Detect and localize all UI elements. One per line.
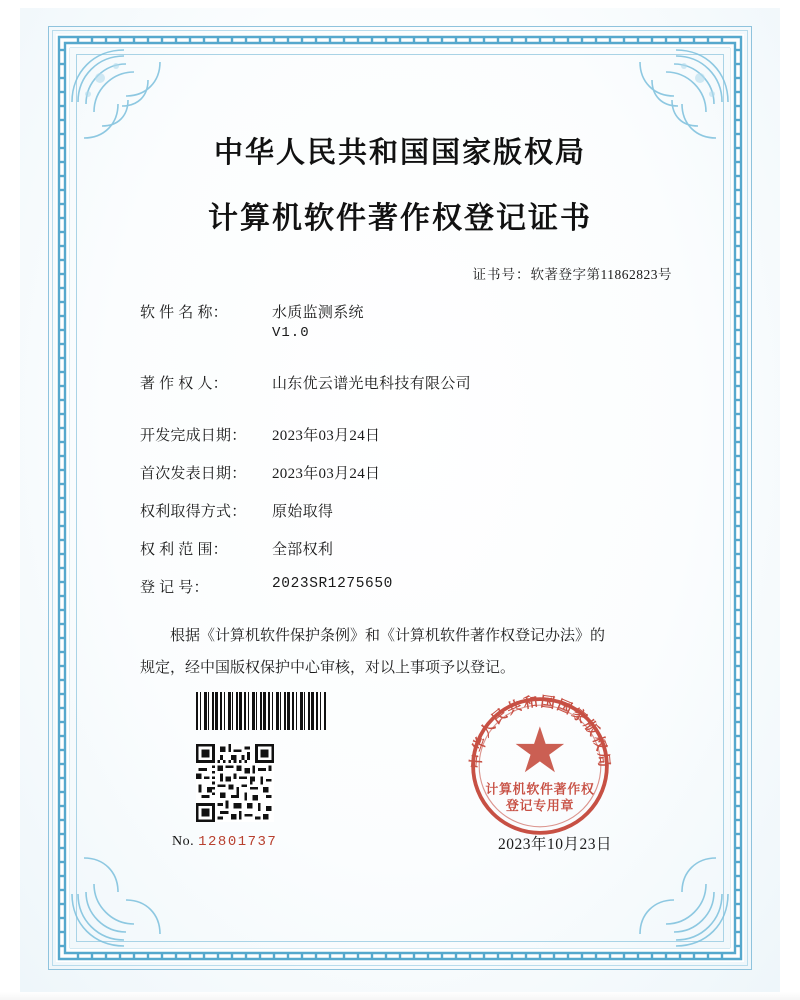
- field-label: 软 件 名 称：: [140, 305, 228, 321]
- serial-number: [172, 834, 277, 850]
- field-list: [96, 301, 704, 597]
- qr-code-icon: [196, 744, 274, 822]
- field-value-container: [258, 301, 684, 341]
- certificate-paper: [20, 8, 780, 992]
- field-development-completed-date: [140, 424, 684, 445]
- issue-date: 2023年10月23日: [497, 836, 612, 853]
- issuer-title: 中华人民共和国国家版权局: [213, 137, 586, 169]
- certificate-number-row: [96, 263, 704, 283]
- serial-value: 12801737: [198, 834, 278, 850]
- page-bottom-shadow: [0, 992, 800, 1000]
- svg-text:中华人民共和国国家版权局: 中华人民共和国国家版权局: [468, 694, 612, 770]
- field-label: 首次发表日期：: [140, 466, 247, 482]
- certificate-number-value: 软著登字第11862823号: [530, 267, 672, 282]
- statement-line-2: 规定，经中国版权保护中心审核，对以上事项予以登记。: [140, 659, 516, 676]
- field-first-publication-date: [140, 462, 684, 483]
- field-value: 原始取得: [272, 504, 334, 520]
- legal-statement: [96, 621, 704, 684]
- field-copyright-owner: [140, 372, 684, 393]
- field-label: 登 记 号：: [140, 580, 209, 596]
- field-registration-number: [140, 576, 684, 597]
- field-rights-scope: [140, 538, 684, 559]
- field-value-version: V1.0: [272, 325, 310, 341]
- field-value: 水质监测系统: [272, 305, 364, 321]
- svg-text:计算机软件著作权: 计算机软件著作权: [485, 781, 595, 797]
- field-software-name: [140, 301, 684, 341]
- field-value: 2023年03月24日: [272, 466, 381, 482]
- field-value: 全部权利: [272, 542, 334, 558]
- statement-line-1: 根据《计算机软件保护条例》和《计算机软件著作权登记办法》的: [170, 628, 606, 644]
- certificate-content: [96, 78, 704, 922]
- svg-text:登记专用章: 登记专用章: [505, 798, 575, 814]
- field-rights-acquisition-method: [140, 500, 684, 521]
- barcode-icon: [196, 692, 326, 730]
- field-value: 2023年03月24日: [272, 428, 381, 444]
- page-title: 计算机软件著作权登记证书: [208, 202, 592, 235]
- field-value: 山东优云谱光电科技有限公司: [272, 376, 471, 392]
- field-label: 著 作 权 人：: [140, 376, 228, 392]
- field-value: 2023SR1275650: [272, 576, 393, 592]
- serial-label: No.: [172, 834, 195, 849]
- field-label: 权 利 范 围：: [140, 542, 228, 558]
- certificate-number-label: 证书号：: [472, 267, 531, 282]
- certificate-footer: [96, 682, 704, 912]
- official-seal-icon: [464, 690, 616, 842]
- field-label: 权利取得方式：: [140, 504, 247, 520]
- field-label: 开发完成日期：: [140, 428, 247, 444]
